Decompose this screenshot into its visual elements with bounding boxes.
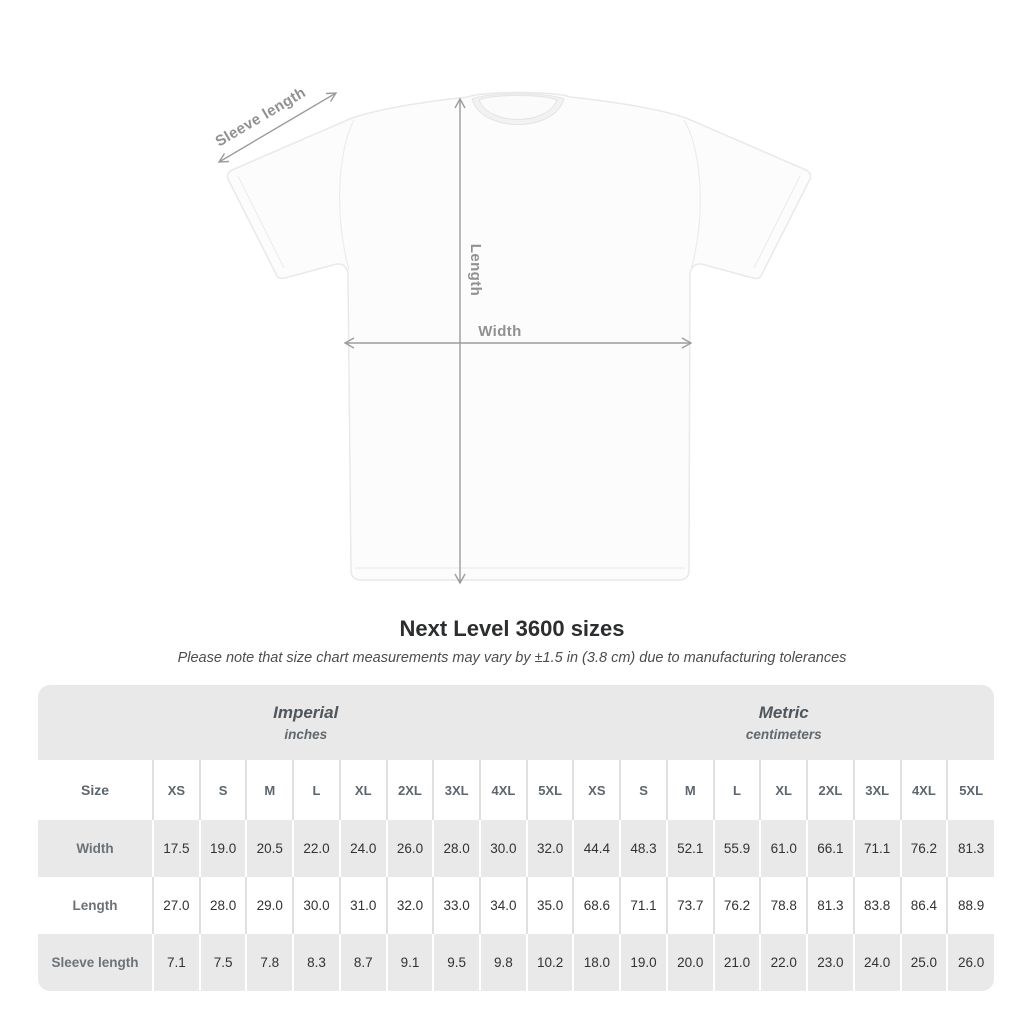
table-cell: 22.0 <box>760 934 807 991</box>
size-column-header: Size <box>38 760 153 820</box>
table-cell: 8.3 <box>293 934 340 991</box>
size-header-metric-m: M <box>667 760 714 820</box>
table-cell: 30.0 <box>293 877 340 934</box>
row-label: Sleeve length <box>38 934 153 991</box>
size-header-imperial-l: L <box>293 760 340 820</box>
table-cell: 30.0 <box>480 820 527 877</box>
length-label: Length <box>467 243 484 297</box>
size-header-metric-l: L <box>714 760 761 820</box>
sleeve-length-label: Sleeve length <box>212 83 309 151</box>
metric-unit-label: centimeters <box>745 727 822 742</box>
unit-group-row <box>38 685 994 760</box>
size-header-metric-3xl: 3XL <box>854 760 901 820</box>
size-header-metric-2xl: 2XL <box>807 760 854 820</box>
table-cell: 73.7 <box>667 877 714 934</box>
table-cell: 78.8 <box>760 877 807 934</box>
table-cell: 22.0 <box>293 820 340 877</box>
table-cell: 23.0 <box>807 934 854 991</box>
table-cell: 9.5 <box>433 934 480 991</box>
table-cell: 61.0 <box>760 820 807 877</box>
size-header-imperial-s: S <box>200 760 247 820</box>
table-cell: 33.0 <box>433 877 480 934</box>
table-cell: 55.9 <box>714 820 761 877</box>
table-cell: 31.0 <box>340 877 387 934</box>
table-row-length <box>38 877 994 934</box>
table-cell: 7.1 <box>153 934 200 991</box>
table-cell: 83.8 <box>854 877 901 934</box>
table-cell: 21.0 <box>714 934 761 991</box>
table-cell: 8.7 <box>340 934 387 991</box>
table-cell: 68.6 <box>573 877 620 934</box>
table-cell: 52.1 <box>667 820 714 877</box>
table-cell: 35.0 <box>527 877 574 934</box>
table-cell: 88.9 <box>947 877 994 934</box>
table-cell: 66.1 <box>807 820 854 877</box>
metric-label: Metric <box>758 703 809 722</box>
size-header-imperial-xl: XL <box>340 760 387 820</box>
table-cell: 71.1 <box>854 820 901 877</box>
table-cell: 44.4 <box>573 820 620 877</box>
table-cell: 76.2 <box>901 820 948 877</box>
table-cell: 28.0 <box>433 820 480 877</box>
size-header-imperial-4xl: 4XL <box>480 760 527 820</box>
table-cell: 32.0 <box>387 877 434 934</box>
table-cell: 19.0 <box>200 820 247 877</box>
table-cell: 76.2 <box>714 877 761 934</box>
table-cell: 27.0 <box>153 877 200 934</box>
table-cell: 9.1 <box>387 934 434 991</box>
table-cell: 86.4 <box>901 877 948 934</box>
table-cell: 20.5 <box>246 820 293 877</box>
table-cell: 32.0 <box>527 820 574 877</box>
size-header-imperial-m: M <box>246 760 293 820</box>
size-header-imperial-5xl: 5XL <box>527 760 574 820</box>
page-title: Next Level 3600 sizes <box>399 616 625 641</box>
table-cell: 18.0 <box>573 934 620 991</box>
imperial-label: Imperial <box>273 703 339 722</box>
size-header-metric-xs: XS <box>573 760 620 820</box>
size-header-imperial-2xl: 2XL <box>387 760 434 820</box>
size-header-metric-4xl: 4XL <box>901 760 948 820</box>
table-cell: 28.0 <box>200 877 247 934</box>
table-cell: 20.0 <box>667 934 714 991</box>
row-label: Length <box>38 877 153 934</box>
metric-group-header <box>573 685 994 760</box>
table-cell: 24.0 <box>854 934 901 991</box>
size-header-row <box>38 760 994 820</box>
table-cell: 25.0 <box>901 934 948 991</box>
table-row-sleeve-length <box>38 934 994 991</box>
table-cell: 7.8 <box>246 934 293 991</box>
imperial-group-header <box>38 685 573 760</box>
table-cell: 48.3 <box>620 820 667 877</box>
imperial-unit-label: inches <box>284 727 328 742</box>
table-cell: 34.0 <box>480 877 527 934</box>
width-label: Width <box>478 323 522 340</box>
table-cell: 71.1 <box>620 877 667 934</box>
tolerance-note: Please note that size chart measurements may vary by ±1.5 in (3.8 cm) due to manufacturing tolerances <box>177 650 847 666</box>
size-header-metric-xl: XL <box>760 760 807 820</box>
size-chart-table <box>38 685 994 991</box>
table-cell: 26.0 <box>387 820 434 877</box>
size-header-imperial-3xl: 3XL <box>433 760 480 820</box>
table-cell: 19.0 <box>620 934 667 991</box>
size-header-metric-5xl: 5XL <box>947 760 994 820</box>
table-row-width <box>38 820 994 877</box>
table-cell: 24.0 <box>340 820 387 877</box>
table-cell: 29.0 <box>246 877 293 934</box>
table-cell: 10.2 <box>527 934 574 991</box>
table-cell: 81.3 <box>947 820 994 877</box>
table-cell: 81.3 <box>807 877 854 934</box>
table-cell: 26.0 <box>947 934 994 991</box>
size-header-imperial-xs: XS <box>153 760 200 820</box>
table-cell: 7.5 <box>200 934 247 991</box>
table-cell: 9.8 <box>480 934 527 991</box>
table-cell: 17.5 <box>153 820 200 877</box>
size-header-metric-s: S <box>620 760 667 820</box>
row-label: Width <box>38 820 153 877</box>
